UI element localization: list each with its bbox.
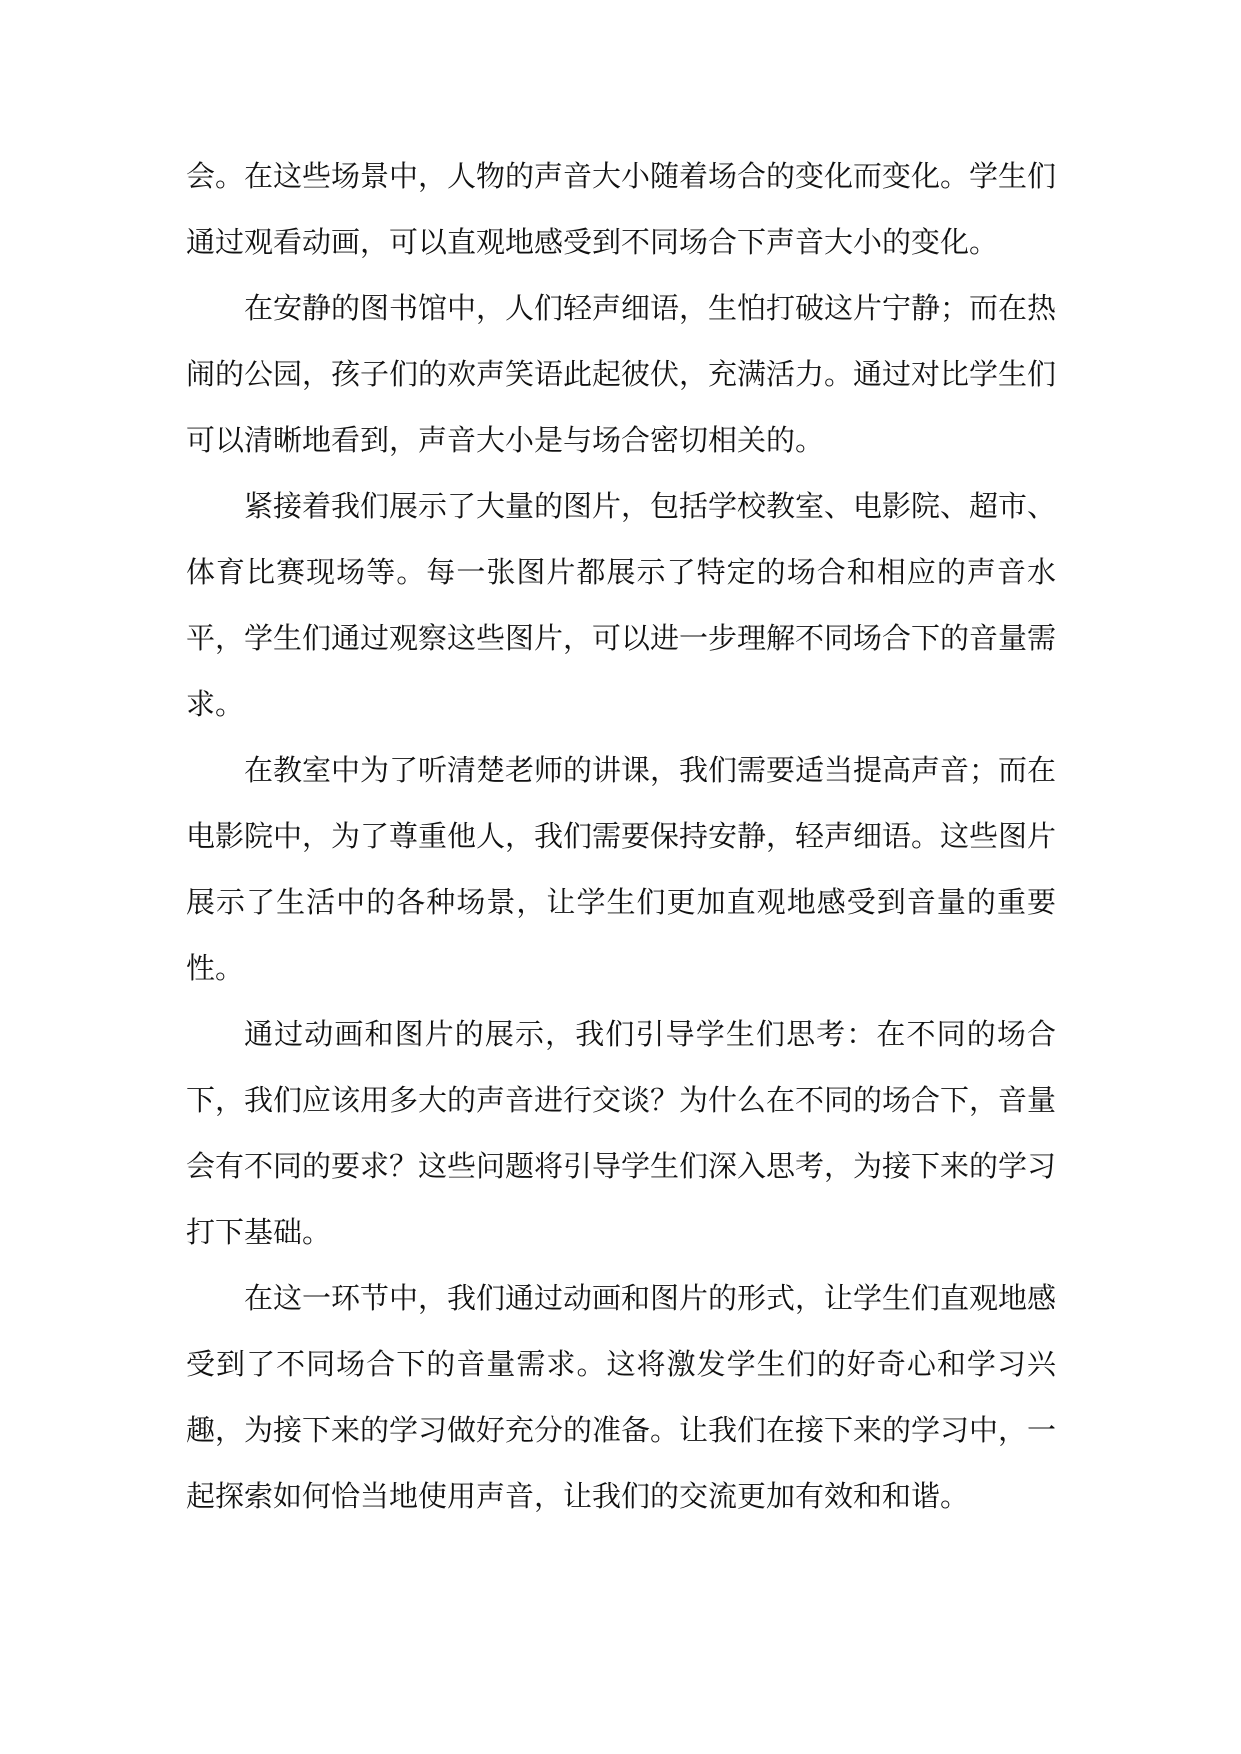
paragraph-4: 在教室中为了听清楚老师的讲课，我们需要适当提高声音；而在电影院中，为了尊重他人，我们需要保持安静，轻声细语。这些图片展示了生活中的各种场景，让学生们更加直观地感受到音量的重要性。	[186, 753, 1057, 985]
paragraph-2: 在安静的图书馆中，人们轻声细语，生怕打破这片宁静；而在热闹的公园，孩子们的欢声笑语此起彼伏，充满活力。通过对比学生们可以清晰地看到，声音大小是与场合密切相关的。	[186, 291, 1057, 457]
paragraph-5: 通过动画和图片的展示，我们引导学生们思考：在不同的场合下，我们应该用多大的声音进行交谈？为什么在不同的场合下，音量会有不同的要求？这些问题将引导学生们深入思考，为接下来的学习打下基础。	[186, 1017, 1057, 1249]
paragraph-6: 在这一环节中，我们通过动画和图片的形式，让学生们直观地感受到了不同场合下的音量需求。这将激发学生们的好奇心和学习兴趣，为接下来的学习做好充分的准备。让我们在接下来的学习中，一起探索如何恰当地使用声音，让我们的交流更加有效和和谐。	[186, 1281, 1057, 1513]
document-body	[186, 143, 1056, 1529]
paragraph-3: 紧接着我们展示了大量的图片，包括学校教室、电影院、超市、体育比赛现场等。每一张图片都展示了特定的场合和相应的声音水平，学生们通过观察这些图片，可以进一步理解不同场合下的音量需求。	[186, 489, 1057, 721]
paragraph-1: 会。在这些场景中，人物的声音大小随着场合的变化而变化。学生们通过观看动画，可以直观地感受到不同场合下声音大小的变化。	[186, 159, 1057, 259]
